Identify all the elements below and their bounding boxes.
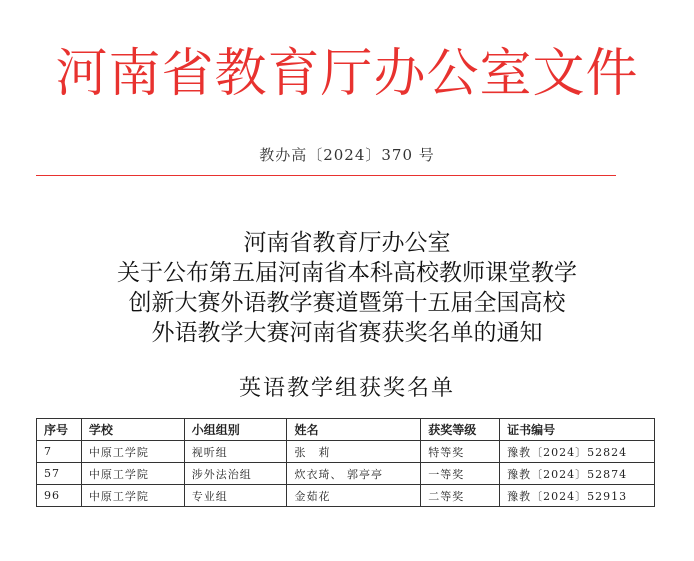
column-header-certificate-number: 证书编号 bbox=[500, 419, 655, 441]
award-list-title: 英语教学组获奖名单 bbox=[238, 376, 455, 401]
cell-index: 57 bbox=[37, 463, 82, 485]
cell-award-level: 特等奖 bbox=[421, 441, 500, 463]
cell-certificate-number: 豫教〔2024〕52913 bbox=[500, 485, 655, 507]
table-row bbox=[37, 485, 655, 507]
cell-name: 张 莉 bbox=[287, 441, 421, 463]
document-header-title: 河南省教育厅办公室文件 bbox=[55, 44, 639, 104]
header-divider bbox=[36, 175, 616, 176]
cell-index: 96 bbox=[37, 485, 82, 507]
cell-certificate-number: 豫教〔2024〕52824 bbox=[500, 441, 655, 463]
notice-title-line: 创新大赛外语教学赛道暨第十五届全国高校 bbox=[128, 290, 566, 316]
cell-group: 视听组 bbox=[184, 441, 287, 463]
column-header-school: 学校 bbox=[81, 419, 184, 441]
table-row bbox=[37, 463, 655, 485]
column-header-award-level: 获奖等级 bbox=[421, 419, 500, 441]
notice-title-line: 外语教学大赛河南省赛获奖名单的通知 bbox=[151, 320, 543, 346]
column-header-index: 序号 bbox=[37, 419, 82, 441]
cell-index: 7 bbox=[37, 441, 82, 463]
award-table bbox=[36, 418, 655, 507]
notice-title bbox=[0, 228, 694, 348]
cell-group: 涉外法治组 bbox=[184, 463, 287, 485]
column-header-group: 小组组别 bbox=[184, 419, 287, 441]
notice-title-line: 河南省教育厅办公室 bbox=[243, 230, 451, 256]
cell-school: 中原工学院 bbox=[81, 463, 184, 485]
table-header-row bbox=[37, 419, 655, 441]
cell-name: 炊衣琦、 郭亭亭 bbox=[287, 463, 421, 485]
cell-school: 中原工学院 bbox=[81, 485, 184, 507]
table-row bbox=[37, 441, 655, 463]
cell-name: 金茹花 bbox=[287, 485, 421, 507]
notice-title-line: 关于公布第五届河南省本科高校教师课堂教学 bbox=[117, 260, 577, 286]
cell-certificate-number: 豫教〔2024〕52874 bbox=[500, 463, 655, 485]
cell-school: 中原工学院 bbox=[81, 441, 184, 463]
cell-group: 专业组 bbox=[184, 485, 287, 507]
cell-award-level: 一等奖 bbox=[421, 463, 500, 485]
column-header-name: 姓名 bbox=[287, 419, 421, 441]
document-number: 教办高〔2024〕370 号 bbox=[259, 146, 435, 164]
cell-award-level: 二等奖 bbox=[421, 485, 500, 507]
